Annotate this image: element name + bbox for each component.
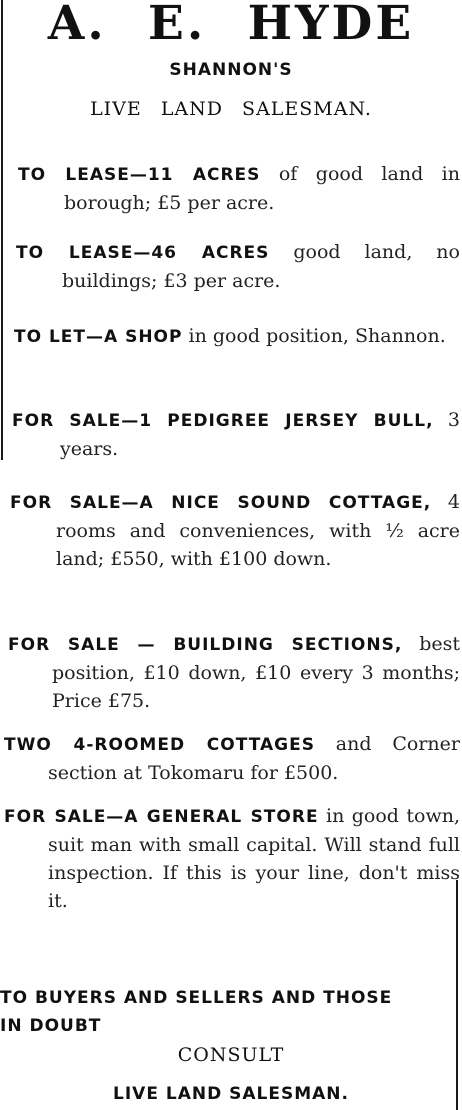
advertiser-tagline: LIVE LAND SALESMAN. [90, 98, 372, 120]
listing-text: 3 years. [60, 409, 460, 460]
listing-heading: FOR SALE—A NICE SOUND COTTAGE, [10, 493, 432, 513]
listing-text: best position, £10 down, £10 every 3 months; Price £75. [52, 633, 460, 712]
listing-heading: TO LEASE—46 ACRES [16, 243, 270, 263]
footer-consult: CONSULT [177, 1044, 285, 1066]
listing-text: in good position, Shannon. [188, 325, 446, 347]
listing-text: 4 rooms and conveniences, with ½ acre land; £550, with £100 down. [56, 491, 461, 570]
listing-heading: FOR SALE—1 PEDIGREE JERSEY BULL, [12, 411, 434, 431]
listing-lease-11-acres [18, 160, 460, 217]
listing-two-cottages [4, 730, 460, 787]
listing-building-sections [8, 630, 460, 715]
listing-lease-46-acres [16, 238, 460, 295]
advertiser-location: SHANNON'S [169, 60, 293, 80]
listing-text: good land, no buildings; £3 per acre. [62, 241, 460, 292]
listing-text: of good land in borough; £5 per acre. [64, 163, 460, 214]
listing-heading: TO LEASE—11 ACRES [18, 165, 261, 185]
listing-heading: TO LET—A SHOP [14, 327, 183, 347]
listing-text: in good town, suit man with small capital. Will stand full inspection. If this is your line, don't miss it. [48, 805, 460, 912]
listing-text: and Corner section at Tokomaru for £500. [48, 733, 460, 784]
advertiser-name: A. E. HYDE [47, 0, 415, 51]
listing-cottage [10, 488, 460, 573]
listing-jersey-bull [12, 406, 460, 463]
footer-call-to-action: TO BUYERS AND SELLERS AND THOSE IN DOUBT [0, 988, 393, 1036]
listing-general-store [4, 802, 460, 915]
listing-let-shop [14, 322, 460, 351]
listing-heading: FOR SALE—A GENERAL STORE [4, 807, 319, 827]
listing-heading: TWO 4-ROOMED COTTAGES [4, 735, 315, 755]
footer-salesman: LIVE LAND SALESMAN. [113, 1084, 349, 1104]
listing-heading: FOR SALE — BUILDING SECTIONS, [8, 635, 403, 655]
